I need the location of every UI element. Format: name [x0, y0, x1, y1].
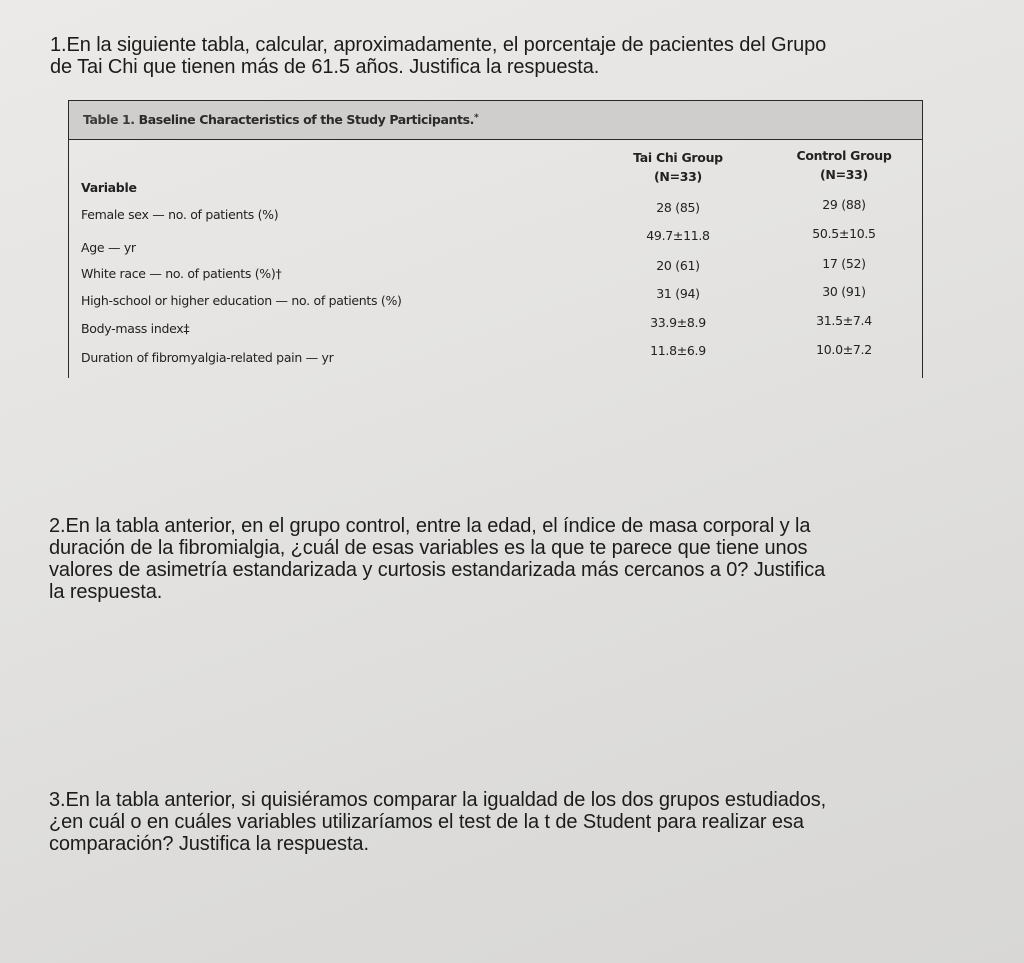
question-1-line-2: de Tai Chi que tienen más de 61.5 años. Justifica la respuesta. — [50, 56, 600, 78]
table-caption — [69, 100, 922, 140]
row-taichi-value: 28 (85) — [656, 200, 700, 215]
table-caption-title: Baseline Characteristics of the Study Participants. — [138, 112, 474, 127]
row-taichi-value: 33.9±8.9 — [650, 315, 706, 330]
row-taichi-value: 20 (61) — [656, 258, 700, 273]
column-header-tai-chi-n: (N=33) — [654, 169, 702, 184]
row-taichi-value: 11.8±6.9 — [650, 343, 706, 358]
row-taichi-value: 49.7±11.8 — [646, 228, 710, 243]
row-control-value: 10.0±7.2 — [816, 342, 872, 357]
row-variable: Duration of fibromyalgia-related pain — yr — [81, 350, 334, 365]
question-2-line-3: valores de asimetría estandarizada y curtosis estandarizada más cercanos a 0? Justifica — [49, 559, 826, 581]
row-control-value: 29 (88) — [822, 197, 866, 212]
table-caption-prefix: Table 1. — [83, 112, 135, 127]
row-variable: White race — no. of patients (%)† — [81, 266, 282, 281]
baseline-characteristics-table — [68, 100, 923, 378]
row-variable: Female sex — no. of patients (%) — [81, 207, 279, 222]
column-header-tai-chi-name: Tai Chi Group — [633, 150, 723, 165]
column-header-variable: Variable — [81, 180, 137, 195]
row-control-value: 31.5±7.4 — [816, 313, 872, 328]
column-header-tai-chi — [618, 148, 738, 186]
table-caption-footnote-mark: * — [473, 113, 479, 123]
row-variable: High-school or higher education — no. of patients (%) — [81, 293, 402, 308]
row-variable: Age — yr — [81, 240, 136, 255]
question-3-line-3: comparación? Justifica la respuesta. — [49, 833, 369, 855]
column-header-control — [779, 146, 909, 184]
row-taichi-value: 31 (94) — [656, 286, 700, 301]
row-control-value: 50.5±10.5 — [812, 226, 876, 241]
question-2 — [49, 515, 979, 603]
row-control-value: 30 (91) — [822, 284, 866, 299]
question-3-line-2: ¿en cuál o en cuáles variables utilizaríamos el test de la t de Student para realizar esa — [49, 811, 804, 833]
question-1-line-1: 1.En la siguiente tabla, calcular, aproximadamente, el porcentaje de pacientes del Grupo — [50, 34, 827, 56]
question-2-line-2: duración de la fibromialgia, ¿cuál de esas variables es la que te parece que tiene unos — [49, 537, 808, 559]
column-header-control-name: Control Group — [796, 148, 892, 163]
question-2-line-1: 2.En la tabla anterior, en el grupo control, entre la edad, el índice de masa corporal y la — [49, 515, 811, 537]
question-1 — [50, 34, 980, 78]
question-3 — [49, 789, 979, 855]
column-header-control-n: (N=33) — [820, 167, 868, 182]
row-control-value: 17 (52) — [822, 256, 866, 271]
question-3-line-1: 3.En la tabla anterior, si quisiéramos comparar la igualdad de los dos grupos estudiados, — [49, 789, 827, 811]
row-variable: Body-mass index‡ — [81, 321, 190, 336]
question-2-line-4: la respuesta. — [49, 581, 163, 603]
